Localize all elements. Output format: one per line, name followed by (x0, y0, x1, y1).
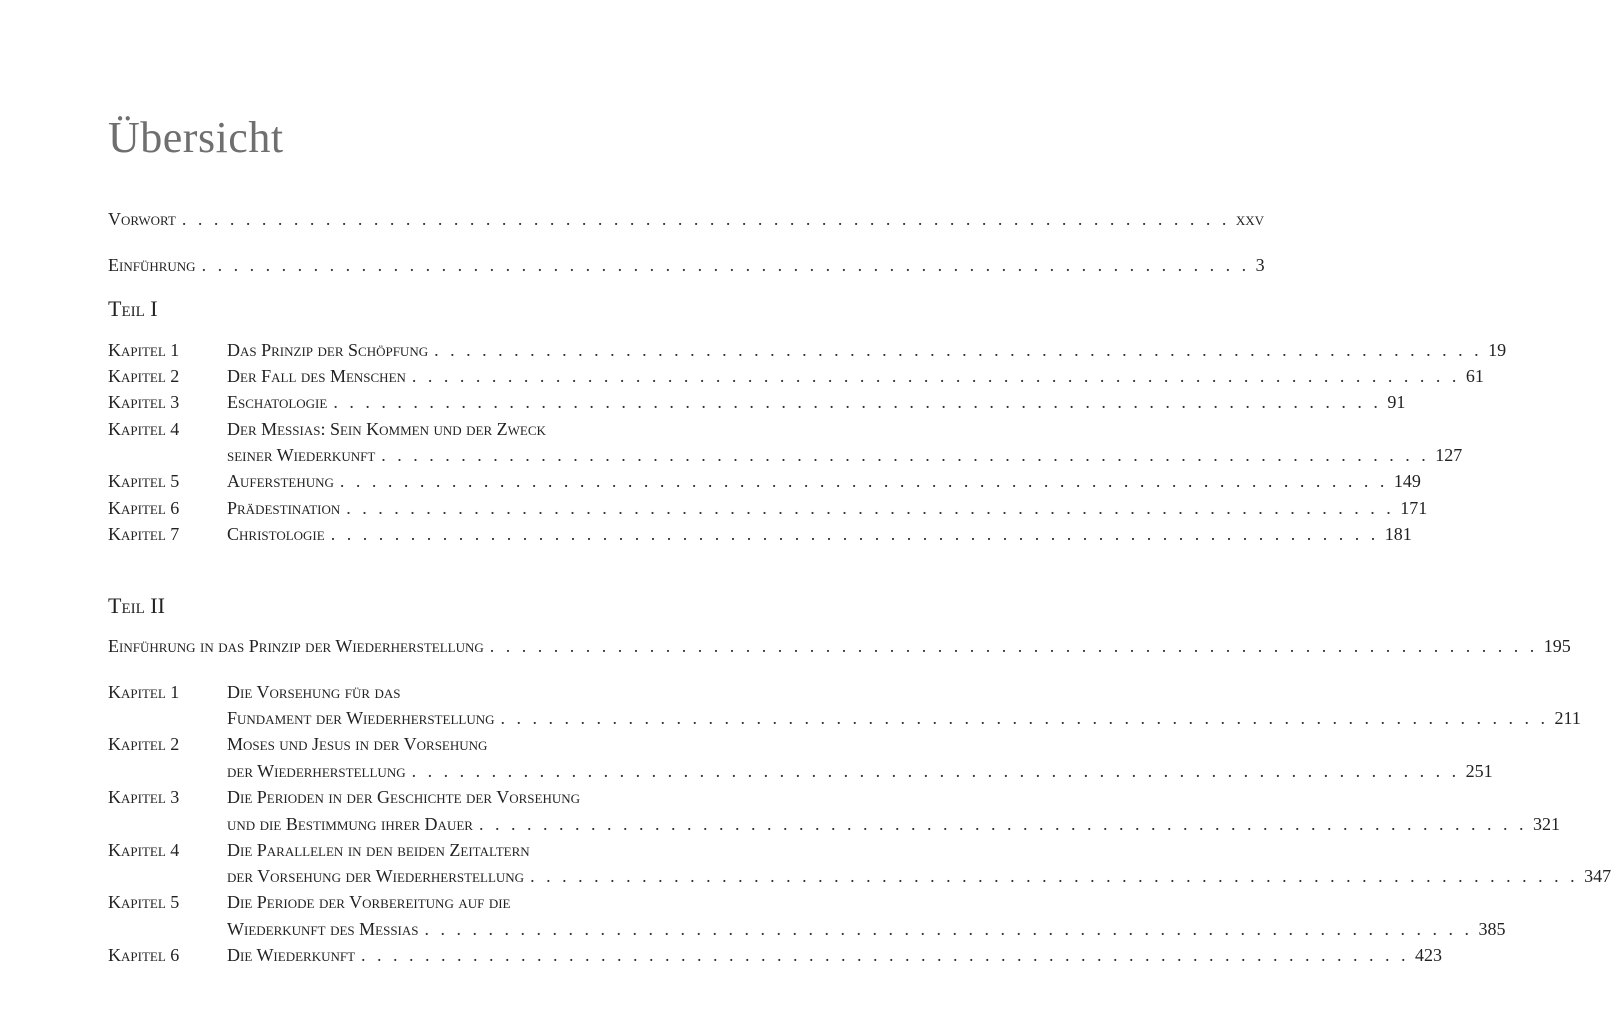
toc-entry-continuation[interactable] (227, 916, 1506, 942)
dot-leader: . . . . . . . . . . . . . . . . . . . . . . . . . . . . . . . . . . . . . . . . . . . . . . . . . . . . . . . . . . . . . . . . . . (181, 209, 1230, 229)
page-number: 171 (1400, 498, 1428, 518)
page-number: 347 (1584, 866, 1611, 886)
chapter-title: Die Periode der Vorbereitung auf die (227, 892, 511, 912)
chapter-title: Das Prinzip der Schöpfung (227, 340, 429, 360)
toc-entry[interactable] (108, 731, 688, 757)
dot-leader: . . . . . . . . . . . . . . . . . . . . . . . . . . . . . . . . . . . . . . . . . . . . . . . . . . . . . . . . . . . . . . . . . . (361, 945, 1410, 965)
page-number: 91 (1387, 392, 1406, 412)
chapter-number: Kapitel 3 (108, 392, 180, 412)
chapter-title-continued: und die Bestimmung ihrer Dauer (227, 814, 473, 834)
page-number: 61 (1465, 366, 1484, 386)
chapter-title-continued: Wiederkunft des Messias (227, 919, 419, 939)
page-number: 423 (1415, 945, 1443, 965)
dot-leader: . . . . . . . . . . . . . . . . . . . . . . . . . . . . . . . . . . . . . . . . . . . . . . . . . . . . . . . . . . . . . . . . . . (478, 814, 1527, 834)
chapter-title-continued: seiner Wiederkunft (227, 445, 376, 465)
page-number: 149 (1393, 471, 1421, 491)
chapter-title: Moses und Jesus in der Vorsehung (227, 734, 488, 754)
dot-leader: . . . . . . . . . . . . . . . . . . . . . . . . . . . . . . . . . . . . . . . . . . . . . . . . . . . . . . . . . . . . . . . . . . (489, 636, 1538, 656)
chapter-title: Christologie (227, 524, 325, 544)
chapter-number: Kapitel 2 (108, 366, 180, 386)
toc-entry[interactable] (108, 495, 1428, 521)
part-heading: Teil I (108, 296, 158, 321)
chapter-number: Kapitel 5 (108, 471, 180, 491)
toc-entry[interactable] (108, 784, 688, 810)
chapter-number: Kapitel 4 (108, 840, 180, 860)
page-number: 321 (1532, 814, 1560, 834)
dot-leader: . . . . . . . . . . . . . . . . . . . . . . . . . . . . . . . . . . . . . . . . . . . . . . . . . . . . . . . . . . . . . . . . . . (424, 919, 1473, 939)
dot-leader: . . . . . . . . . . . . . . . . . . . . . . . . . . . . . . . . . . . . . . . . . . . . . . . . . . . . . . . . . . . . . . . . . . (530, 866, 1579, 886)
chapter-number: Kapitel 3 (108, 787, 180, 807)
chapter-number: Kapitel 2 (108, 734, 180, 754)
dot-leader: . . . . . . . . . . . . . . . . . . . . . . . . . . . . . . . . . . . . . . . . . . . . . . . . . . . . . . . . . . . . . . . . . . (201, 255, 1250, 275)
toc-entry[interactable] (108, 837, 688, 863)
page-number: 127 (1435, 445, 1463, 465)
dot-leader: . . . . . . . . . . . . . . . . . . . . . . . . . . . . . . . . . . . . . . . . . . . . . . . . . . . . . . . . . . . . . . . . . . (333, 392, 1382, 412)
chapter-title: Prädestination (227, 498, 341, 518)
toc-entry[interactable] (108, 889, 688, 915)
chapter-number: Kapitel 5 (108, 892, 180, 912)
page-number: 19 (1488, 340, 1507, 360)
chapter-number: Kapitel 4 (108, 419, 180, 439)
chapter-title-continued: der Vorsehung der Wiederherstellung (227, 866, 525, 886)
entry-label: Einführung in das Prinzip der Wiederherstellung (108, 636, 484, 656)
chapter-title: Auferstehung (227, 471, 334, 491)
chapter-title-continued: Fundament der Wiederherstellung (227, 708, 495, 728)
chapter-number: Kapitel 1 (108, 682, 180, 702)
chapter-title: Die Vorsehung für das (227, 682, 401, 702)
dot-leader: . . . . . . . . . . . . . . . . . . . . . . . . . . . . . . . . . . . . . . . . . . . . . . . . . . . . . . . . . . . . . . . . . . (411, 761, 1460, 781)
chapter-number: Kapitel 6 (108, 945, 180, 965)
entry-label: Einführung (108, 255, 196, 275)
dot-leader: . . . . . . . . . . . . . . . . . . . . . . . . . . . . . . . . . . . . . . . . . . . . . . . . . . . . . . . . . . . . . . . . . . (339, 471, 1388, 491)
toc-entry-continuation[interactable] (227, 705, 1581, 731)
entry-label: Vorwort (108, 209, 176, 229)
dot-leader: . . . . . . . . . . . . . . . . . . . . . . . . . . . . . . . . . . . . . . . . . . . . . . . . . . . . . . . . . . . . . . . . . . (434, 340, 1483, 360)
toc-entry[interactable] (108, 521, 1412, 547)
toc-entry-einfuehrung[interactable] (108, 252, 1265, 278)
page-number: 385 (1478, 919, 1506, 939)
toc-entry[interactable] (108, 679, 688, 705)
page-number: 3 (1255, 255, 1265, 275)
dot-leader: . . . . . . . . . . . . . . . . . . . . . . . . . . . . . . . . . . . . . . . . . . . . . . . . . . . . . . . . . . . . . . . . . . (381, 445, 1430, 465)
dot-leader: . . . . . . . . . . . . . . . . . . . . . . . . . . . . . . . . . . . . . . . . . . . . . . . . . . . . . . . . . . . . . . . . . . (346, 498, 1395, 518)
toc-entry[interactable] (108, 363, 1484, 389)
chapter-title: Die Parallelen in den beiden Zeitaltern (227, 840, 530, 860)
chapter-title: Eschatologie (227, 392, 328, 412)
page-number: 211 (1554, 708, 1581, 728)
chapter-title-continued: der Wiederherstellung (227, 761, 406, 781)
part-heading: Teil II (108, 593, 165, 618)
page-number: 195 (1543, 636, 1571, 656)
dot-leader: . . . . . . . . . . . . . . . . . . . . . . . . . . . . . . . . . . . . . . . . . . . . . . . . . . . . . . . . . . . . . . . . . . (411, 366, 1460, 386)
dot-leader: . . . . . . . . . . . . . . . . . . . . . . . . . . . . . . . . . . . . . . . . . . . . . . . . . . . . . . . . . . . . . . . . . . (500, 708, 1549, 728)
toc-entry-continuation[interactable] (227, 758, 1493, 784)
chapter-title: Der Messias: Sein Kommen und der Zweck (227, 419, 546, 439)
chapter-number: Kapitel 7 (108, 524, 180, 544)
toc-entry[interactable] (108, 337, 1507, 363)
chapter-number: Kapitel 1 (108, 340, 180, 360)
page-number: 251 (1465, 761, 1493, 781)
toc-entry-continuation[interactable] (227, 442, 1463, 468)
toc-entry[interactable] (108, 389, 1406, 415)
page-number: xxv (1235, 209, 1265, 229)
dot-leader: . . . . . . . . . . . . . . . . . . . . . . . . . . . . . . . . . . . . . . . . . . . . . . . . . . . . . . . . . . . . . . . . . . (330, 524, 1379, 544)
page-title: Übersicht (108, 113, 284, 162)
page-number: 181 (1384, 524, 1412, 544)
chapter-number: Kapitel 6 (108, 498, 180, 518)
toc-entry[interactable] (108, 942, 1443, 968)
toc-entry[interactable] (108, 416, 688, 442)
chapter-title: Der Fall des Menschen (227, 366, 406, 386)
toc-entry-part2-intro[interactable] (108, 633, 1571, 659)
toc-entry[interactable] (108, 468, 1421, 494)
chapter-title: Die Wiederkunft (227, 945, 356, 965)
toc-entry-vorwort[interactable] (108, 206, 1265, 232)
toc-entry-continuation[interactable] (227, 863, 1611, 889)
chapter-title: Die Perioden in der Geschichte der Vorsehung (227, 787, 580, 807)
toc-entry-continuation[interactable] (227, 811, 1560, 837)
